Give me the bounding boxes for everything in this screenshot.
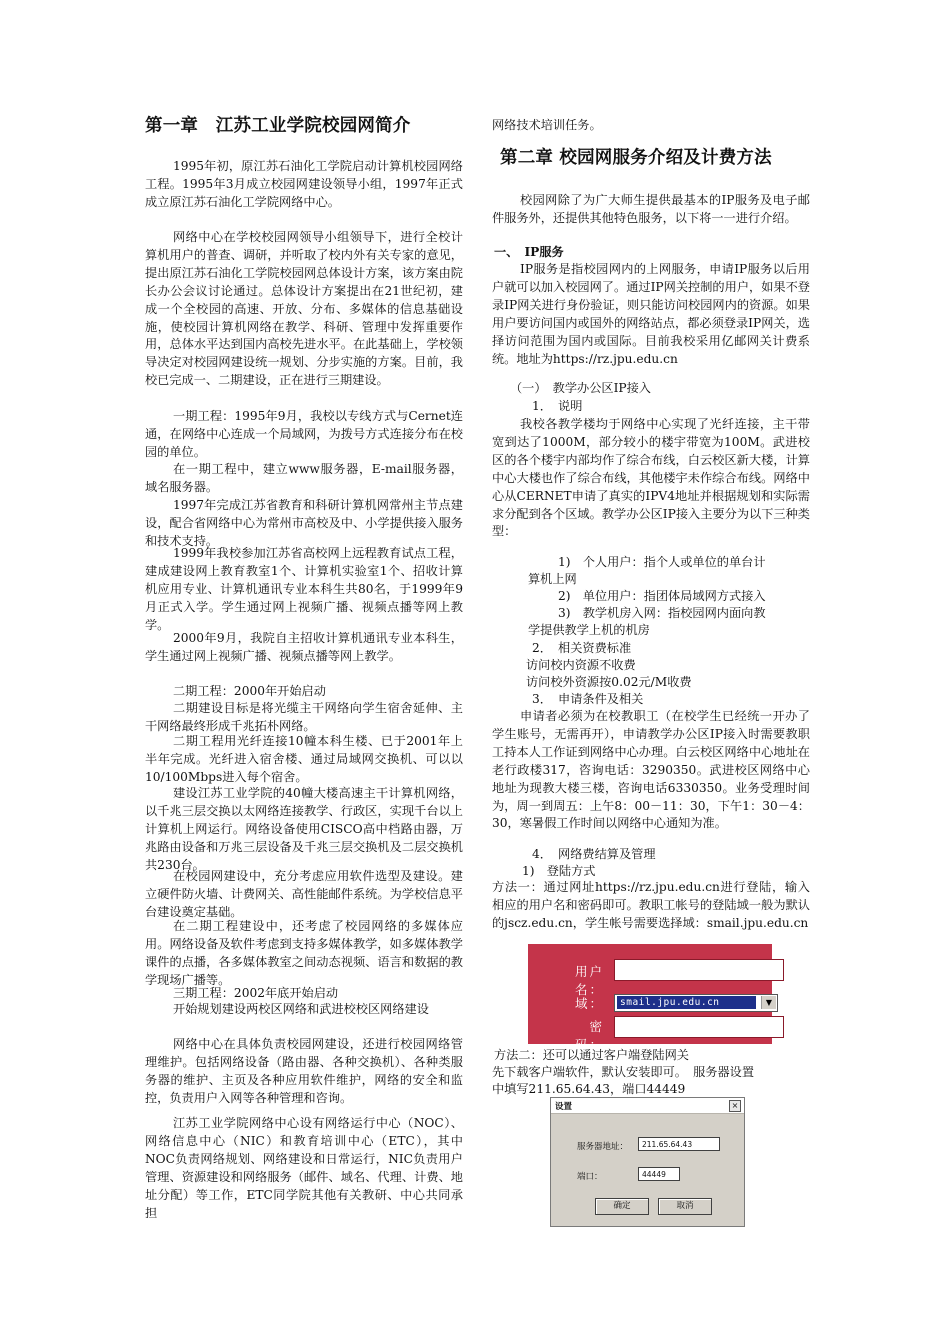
settings-dialog bbox=[550, 1097, 745, 1227]
list-item: 2) 单位用户：指团体局域网方式接入 bbox=[558, 589, 766, 603]
list-item: 学提供教学上机的机房 bbox=[528, 623, 650, 637]
paragraph: 1995年初，原江苏石油化工学院启动计算机校园网络工程。1995年3月成立校园网建设领导小组，1997年正式成立原江苏石油化工学院网络中心。 bbox=[145, 159, 463, 209]
chapter2-intro: 校园网除了为广大师生提供最基本的IP服务及电子邮件服务外，还提供其他特色服务，以下将一一进行介绍。 bbox=[492, 193, 810, 225]
item-heading: 2． 相关资费标准 bbox=[532, 641, 632, 655]
username-label: 用户名： bbox=[574, 964, 604, 997]
paragraph: 网络中心在具体负责校园网建设，还进行校园网络管理维护。包括网络设备（路由器、各种交换机）、各种类服务器的维护、主页及各种应用软件维护，网络的安全和监控，负责用户入网等各种管理和咨询。 bbox=[145, 1037, 463, 1105]
method-one-paragraph: 方法一：通过网址https://rz.jpu.edu.cn进行登陆，输入相应的用户名和密码即可。教职工帐号的登陆域一般为默认的jscz.edu.cn，学生帐号需要选择域：smail.jpu.edu.cn bbox=[492, 880, 810, 930]
username-input[interactable] bbox=[614, 959, 784, 981]
dialog-titlebar bbox=[551, 1098, 744, 1114]
domain-select-value: smail.jpu.edu.cn bbox=[617, 996, 756, 1009]
paragraph: 1999年我校参加江苏省高校网上远程教育试点工程，建成建设网上教育教室1个、计算机实验室1个、招收计算机应用专业、计算机通讯专业本科生共80名，于1999年9月正式入学。学生通过网上视频广播、视频点播等网上教学。 bbox=[145, 546, 463, 632]
paragraph: 在校园网建设中，充分考虑应用软件选型及建设。建立硬件防火墙、计费网关、高性能邮件系统。为学校信息平台建设奠定基础。 bbox=[145, 869, 463, 919]
ok-button[interactable]: 确定 bbox=[595, 1198, 649, 1215]
cancel-button[interactable]: 取消 bbox=[658, 1198, 712, 1215]
paragraph: 在二期工程建设中，还考虑了校园网络的多媒体应用。网络设备及软件考虑到支持多媒体教学，如多媒体教学课件的点播，各多媒体教室之间动态视频、语言和数据的教学现场广播等。 bbox=[145, 919, 463, 987]
fee-line: 访问校外资源按0.02元/M收费 bbox=[526, 675, 692, 689]
paragraph: 江苏工业学院网络中心设有网络运行中心（NOC）、网络信息中心（NIC）和教育培训中心（ETC），其中NOC负责网络规划、网络建设和日常运行，NIC负责用户管理、资源建设和网络服务（邮件、域名、代理、计费、地址分配）等工作，ETC同学院其他有关教研、中心共同承担 bbox=[145, 1116, 463, 1220]
server-address-label: 服务器地址： bbox=[577, 1142, 629, 1152]
paragraph: 建设江苏工业学院的40幢大楼高速主干计算机网络，以千兆三层交换以太网络连接教学、行政区，实现千台以上计算机上网运行。网络设备使用CISCO高中档路由器，万兆路由设备和万兆三层设备及千兆三层交换机及二层交换机共230台。 bbox=[145, 786, 463, 872]
item-paragraph: 我校各教学楼均于网络中心实现了光纤连接，主干带宽到达了1000M，部分较小的楼宇带宽为100M。武进校区的各个楼宇内部均作了综合布线，白云校区新大楼，计算中心大楼也作了综合布线，其他楼宇未作综合布线。网络中心从CERNET申请了真实的IPV4地址并根据规划和实际需求分配到各个区域。教学办公区IP接入主要分为以下三种类型： bbox=[492, 417, 810, 539]
dialog-title: 设置 bbox=[555, 1102, 573, 1112]
list-item: 算机上网 bbox=[528, 572, 577, 586]
password-input[interactable] bbox=[614, 1016, 784, 1038]
fee-line: 访问校内资源不收费 bbox=[526, 658, 636, 672]
paragraph: 2000年9月，我院自主招收计算机通讯专业本科生，学生通过网上视频广播、视频点播等网上教学。 bbox=[145, 631, 463, 663]
paragraph: 网络中心在学校校园网领导小组领导下，进行全校计算机用户的普查、调研，并听取了校内外有关专家的意见，提出原江苏石油化工学院校园网总体设计方案，该方案由院长办公会议讨论通过。总体设计方案提出在21世纪初，建成一个全校园的高速、开放、分布、多媒体的信息基础设施，使校园计算机网络在教学、科研、管理中发挥重要作用，总体水平达到国内高校先进水平。在此基础上，学校领导决定对校园网建设统一规划、分步实施的方案。目前，我校已完成一、二期建设，正在进行三期建设。 bbox=[145, 230, 463, 388]
paragraph: 1997年完成江苏省教育和科研计算机网常州主节点建设，配合省网络中心为常州市高校及中、小学提供接入服务和技术支持。 bbox=[145, 498, 463, 548]
chapter1-title: 第一章 江苏工业学院校园网简介 bbox=[145, 116, 411, 136]
port-label: 端口： bbox=[577, 1172, 603, 1182]
server-address-input[interactable]: 211.65.64.43 bbox=[638, 1137, 720, 1151]
chapter2-title: 第二章 校园网服务介绍及计费方法 bbox=[500, 148, 772, 168]
section-heading-ip: 一、 IP服务 bbox=[494, 245, 564, 259]
password-label: 密 码： bbox=[574, 1019, 604, 1052]
item-heading: 1． 说明 bbox=[532, 399, 583, 413]
paragraph-continuation: 网络技术培训任务。 bbox=[492, 118, 602, 132]
domain-select[interactable] bbox=[614, 994, 778, 1012]
paragraph: 在一期工程中，建立www服务器，E-mail服务器，域名服务器。 bbox=[145, 462, 463, 494]
subsection-heading: （一） 教学办公区IP接入 bbox=[510, 381, 651, 395]
paragraph: 开始规划建设两校区网络和武进校校区网络建设 bbox=[173, 1002, 429, 1016]
list-item: 1) 个人用户：指个人或单位的单台计 bbox=[558, 555, 766, 569]
paragraph: 二期工程用光纤连接10幢本科生楼、已于2001年上半年完成。光纤进入宿舍楼、通过局域网交换机、可以以10/100Mbps进入每个宿舍。 bbox=[145, 734, 463, 784]
login-panel bbox=[528, 944, 773, 1052]
port-input[interactable]: 44449 bbox=[638, 1167, 680, 1181]
paragraph: 一期工程：1995年9月，我校以专线方式与Cernet连通，在网络中心连成一个局域网，为拨号方式连接分布在校园的单位。 bbox=[145, 409, 463, 459]
item-heading: 1) 登陆方式 bbox=[522, 864, 596, 878]
item-paragraph: 申请者必须为在校教职工（在校学生已经统一开办了学生账号，无需再开），申请教学办公区IP接入时需要教职工持本人工作证到网络中心办理。白云校区网络中心地址在老行政楼317，咨询电话：3290350。武进校区网络中心地址为现教大楼三楼，咨询电话6330350。业务受理时间为，周一到周五：上午8：00－11：30，下午1：30－4：30，寒暑假工作时间以网络中心通知为准。 bbox=[492, 709, 810, 831]
paragraph: 三期工程：2002年底开始启动 bbox=[173, 986, 339, 1000]
method-two-line: 中填写211.65.64.43，端口44449 bbox=[492, 1082, 686, 1096]
close-icon[interactable]: × bbox=[729, 1100, 741, 1112]
list-item: 3) 教学机房入网：指校园网内面向教 bbox=[558, 606, 766, 620]
method-two-line: 先下载客户端软件，默认安装即可。 服务器设置 bbox=[492, 1065, 755, 1079]
chevron-down-icon[interactable]: ▼ bbox=[761, 996, 776, 1009]
domain-label: 域： bbox=[574, 996, 604, 1011]
paragraph: 二期建设目标是将光缆主干网络向学生宿舍延伸、主干网络最终形成千兆拓朴网络。 bbox=[145, 701, 463, 733]
method-two-line: 方法二：还可以通过客户端登陆网关 bbox=[494, 1048, 689, 1062]
item-heading: 4． 网络费结算及管理 bbox=[532, 847, 656, 861]
paragraph: 二期工程：2000年开始启动 bbox=[173, 684, 326, 698]
ip-service-paragraph: IP服务是指校园网内的上网服务，申请IP服务以后用户就可以加入校园网了。通过IP网关控制的用户，如果不登录IP网关进行身份验证，则只能访问校园网内的资源。如果用户要访问国内或国外的网络站点，都必须登录IP网关，选择访问范围为国内或国际。目前我校采用亿邮网关计费系统。地址为https://rz.jpu.edu.cn bbox=[492, 262, 810, 366]
item-heading: 3． 申请条件及相关 bbox=[532, 692, 644, 706]
